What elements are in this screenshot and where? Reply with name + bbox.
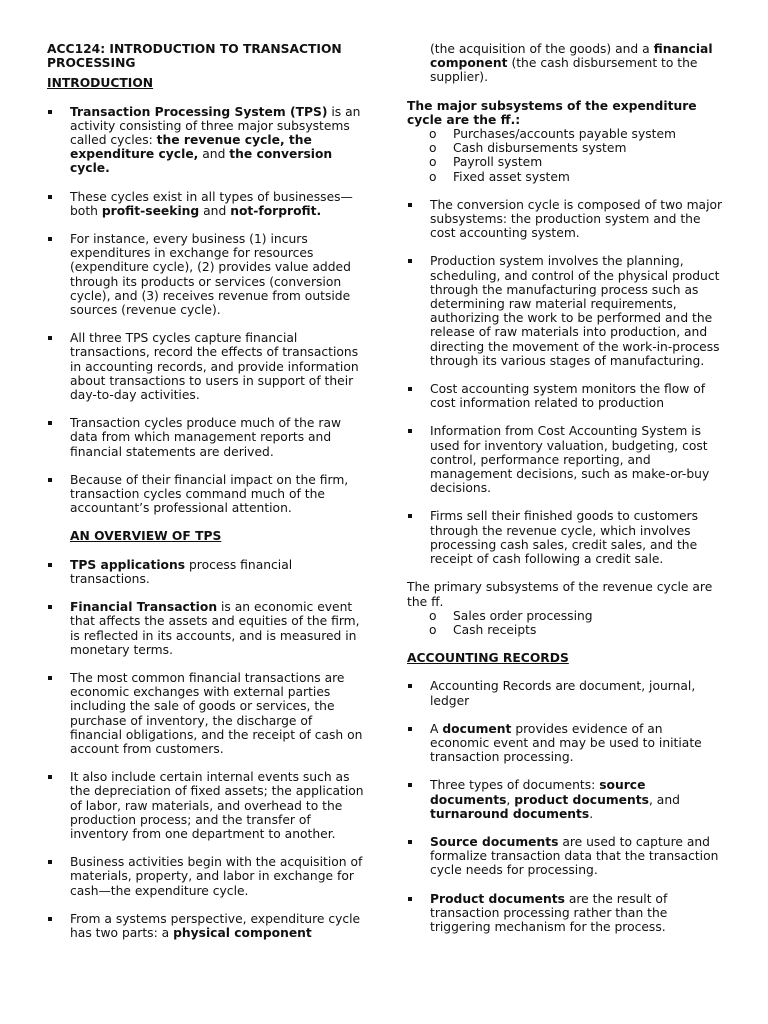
list-item: A document provides evidence of an economic event and may be used to initiate transaction processing. <box>407 722 725 765</box>
list-item: o Sales order processing <box>407 609 725 623</box>
expenditure-subsystems-list <box>407 127 725 184</box>
list-item: o Cash receipts <box>407 623 725 637</box>
list-item: These cycles exist in all types of businesses—both profit-seeking and not-forprofit. <box>47 190 365 218</box>
continued-text: (the acquisition of the goods) and a financial component (the cash disbursement to the supplier). <box>430 42 713 85</box>
intro-bullet-list <box>47 105 365 516</box>
right-column <box>407 42 725 948</box>
revenue-subsystems-intro: The primary subsystems of the revenue cycle are the ff. <box>407 580 713 609</box>
left-column <box>47 42 365 954</box>
list-item: All three TPS cycles capture financial transactions, record the effects of transactions in accounting records, and provide information about transactions to users in support of their day-to-day activities. <box>47 331 365 402</box>
document-title: ACC124: INTRODUCTION TO TRANSACTION PROCESSING <box>47 42 342 71</box>
list-item: Product documents are the result of transaction processing rather than the triggering mechanism for the process. <box>407 892 725 935</box>
records-bullet-list <box>407 679 725 934</box>
list-item: o Purchases/accounts payable system <box>407 127 725 141</box>
heading-overview: AN OVERVIEW OF TPS <box>70 529 222 544</box>
list-item: Because of their financial impact on the firm, transaction cycles command much of the accountant’s professional attention. <box>47 473 365 516</box>
list-item: o Payroll system <box>407 155 725 169</box>
list-item: Information from Cost Accounting System is used for inventory valuation, budgeting, cost control, performance reporting, and management decisions, such as make-or-buy decisions. <box>407 424 725 495</box>
list-item: TPS applications process financial transactions. <box>47 558 365 586</box>
list-item: Cost accounting system monitors the flow of cost information related to production <box>407 382 725 410</box>
list-item: For instance, every business (1) incurs expenditures in exchange for resources (expenditure cycle), (2) provides value added through its products or services (conversion cycle), and (3) receives revenue from outside sources (revenue cycle). <box>47 232 365 317</box>
conversion-bullet-list <box>407 198 725 566</box>
list-item: Accounting Records are document, journal, ledger <box>407 679 725 707</box>
list-item: Firms sell their finished goods to customers through the revenue cycle, which involves processing cash sales, credit sales, and the receipt of cash following a credit sale. <box>407 509 725 566</box>
list-item: Transaction Processing System (TPS) is an activity consisting of three major subsystems called cycles: the revenue cycle, the expenditure cycle, and the conversion cycle. <box>47 105 365 176</box>
revenue-subsystems-list <box>407 609 725 637</box>
list-item: Three types of documents: source documents, product documents, and turnaround documents. <box>407 778 725 821</box>
list-item: Source documents are used to capture and formalize transaction data that the transaction cycle needs for processing. <box>407 835 725 878</box>
expenditure-subsystems-heading: The major subsystems of the expenditure cycle are the ff.: <box>407 98 697 127</box>
list-item: Transaction cycles produce much of the raw data from which management reports and financial statements are derived. <box>47 416 365 459</box>
list-item: Production system involves the planning, scheduling, and control of the physical product through the manufacturing process such as determining raw material requirements, authorizing the work to be performed and the release of raw materials into production, and directing the movement of the work-in-process through its various stages of manufacturing. <box>407 254 725 368</box>
list-item: Financial Transaction is an economic event that affects the assets and equities of the firm, is reflected in its accounts, and is measured in monetary terms. <box>47 600 365 657</box>
list-item: o Cash disbursements system <box>407 141 725 155</box>
heading-introduction: INTRODUCTION <box>47 76 154 91</box>
overview-bullet-list <box>47 558 365 940</box>
list-item: o Fixed asset system <box>407 170 725 184</box>
list-item: It also include certain internal events such as the depreciation of fixed assets; the application of labor, raw materials, and overhead to the production process; and the transfer of inventory from one department to another. <box>47 770 365 841</box>
list-item: From a systems perspective, expenditure cycle has two parts: a physical component <box>47 912 365 940</box>
heading-accounting-records: ACCOUNTING RECORDS <box>407 651 569 666</box>
list-item: Business activities begin with the acquisition of materials, property, and labor in exchange for cash—the expenditure cycle. <box>47 855 365 898</box>
list-item: The conversion cycle is composed of two major subsystems: the production system and the cost accounting system. <box>407 198 725 241</box>
list-item: The most common financial transactions are economic exchanges with external parties including the sale of goods or services, the purchase of inventory, the discharge of financial obligations, and the receipt of cash on account from customers. <box>47 671 365 756</box>
